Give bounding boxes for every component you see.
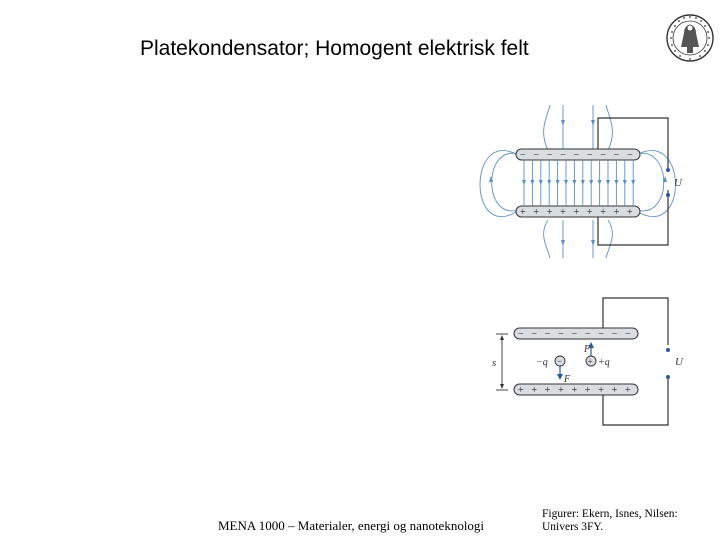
field-arrow — [556, 180, 560, 185]
distance-indicator — [496, 334, 508, 390]
plus-sign: + — [627, 207, 633, 218]
plus-sign: + — [571, 385, 578, 396]
voltage-label: U — [674, 177, 682, 189]
plate-minus-signs — [518, 329, 631, 340]
field-arrow — [598, 180, 602, 185]
terminal-top — [666, 348, 670, 352]
field-arrow — [539, 180, 543, 185]
plus-sign: + — [598, 385, 604, 396]
university-seal-logo — [665, 8, 715, 68]
plus-sign: + — [518, 385, 524, 396]
plus-sign: + — [573, 207, 580, 218]
plus-sign: + — [531, 385, 538, 396]
plus-sign: + — [600, 207, 606, 218]
field-arrow — [530, 180, 534, 185]
slide-title: Platekondensator; Homogent elektrisk felt — [140, 37, 529, 60]
uniform-field-lines — [522, 160, 635, 206]
minus-sign: − — [586, 150, 593, 161]
field-arrow — [522, 180, 526, 185]
plus-sign: + — [558, 385, 564, 396]
minus-sign: − — [598, 329, 604, 340]
figure-credit — [542, 508, 678, 534]
field-arrow — [606, 180, 610, 185]
svg-text:−: − — [557, 356, 563, 366]
capacitor-field-diagram — [478, 100, 682, 260]
minus-sign: − — [611, 329, 618, 340]
plus-sign: + — [520, 207, 526, 218]
circuit-wire — [603, 298, 668, 425]
distance-label: s — [492, 357, 497, 369]
field-arrow — [564, 180, 568, 185]
plate-minus-signs — [520, 150, 633, 161]
plus-sign: + — [613, 207, 620, 218]
plus-sign: + — [560, 207, 566, 218]
fringe-arrows — [489, 120, 667, 246]
plus-sign: + — [546, 207, 553, 218]
minus-sign: − — [584, 329, 591, 340]
minus-sign: − — [531, 329, 538, 340]
svg-text:+: + — [587, 356, 593, 367]
field-arrow — [589, 180, 593, 185]
minus-sign: − — [627, 150, 633, 161]
plate-plus-signs — [518, 385, 631, 396]
minus-sign: − — [625, 329, 631, 340]
field-arrow — [547, 180, 551, 185]
minus-sign: − — [520, 150, 526, 161]
terminal-bottom — [666, 375, 670, 379]
minus-sign: − — [518, 329, 524, 340]
voltage-label: U — [675, 356, 683, 368]
fringe-field-lines — [480, 105, 676, 258]
plus-sign: + — [584, 385, 591, 396]
pos-charge-label: +q — [598, 357, 610, 368]
field-arrow — [614, 180, 618, 185]
minus-sign: − — [560, 150, 566, 161]
terminal-top — [666, 168, 670, 172]
neg-charge-label: −q — [536, 357, 548, 368]
plus-sign: + — [533, 207, 540, 218]
plus-sign: + — [611, 385, 618, 396]
figure-credit-line-2: Univers 3FY. — [542, 521, 604, 533]
force-label-top: F — [584, 344, 591, 355]
minus-sign: − — [571, 329, 578, 340]
plus-sign: + — [586, 207, 593, 218]
plus-sign: + — [544, 385, 551, 396]
field-arrow — [572, 180, 576, 185]
plus-sign: + — [625, 385, 631, 396]
minus-sign: − — [600, 150, 606, 161]
field-arrow — [581, 180, 585, 185]
capacitor-force-diagram — [478, 290, 683, 430]
minus-sign: − — [573, 150, 580, 161]
plate-plus-signs — [520, 207, 633, 218]
field-arrow — [623, 180, 627, 185]
figure-credit-line-1: Figurer: Ekern, Isnes, Nilsen: — [542, 508, 678, 520]
terminal-bottom — [666, 193, 670, 197]
force-label-bottom: F — [564, 374, 571, 385]
field-arrow — [631, 180, 635, 185]
minus-sign: − — [533, 150, 540, 161]
course-footer: MENA 1000 – Materialer, energi og nanoteknologi — [218, 518, 485, 533]
minus-sign: − — [613, 150, 620, 161]
minus-sign: − — [546, 150, 553, 161]
minus-sign: − — [558, 329, 564, 340]
minus-sign: − — [544, 329, 551, 340]
